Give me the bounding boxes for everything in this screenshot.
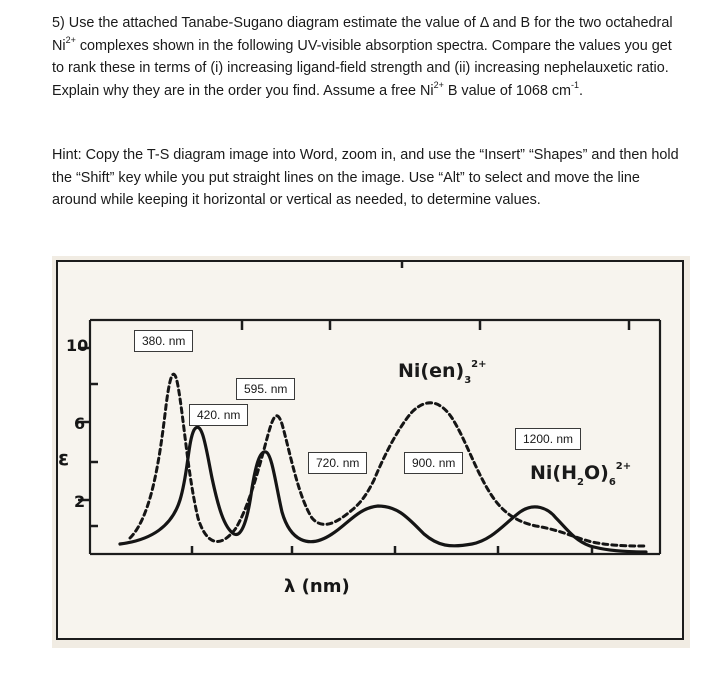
peak-label-900: 900. nm <box>404 452 463 474</box>
complex-label-ni-h2o6: $Ni(H_2O)_6^{2+}$ <box>530 461 632 488</box>
peak-label-380: 380. nm <box>134 330 193 352</box>
peak-label-720: 720. nm <box>308 452 367 474</box>
peak-label-595: 595. nm <box>236 378 295 400</box>
y-tick-2: 2 <box>74 492 86 511</box>
peak-label-1200: 1200. nm <box>515 428 581 450</box>
uv-vis-spectrum-figure <box>52 256 690 648</box>
y-tick-6: 6 <box>74 414 86 433</box>
spectrum-plot <box>52 256 690 648</box>
hint-paragraph: Hint: Copy the T-S diagram image into Word, zoom in, and use the “Insert” “Shapes” and then hold the “Shift” key while you put straight lines on the image. Use “Alt” to select and move the line around while keeping it horizontal or vertical as needed, to determine values. <box>52 147 679 208</box>
y-tick-10: 10 <box>66 336 89 355</box>
question-number: 5) <box>52 15 65 31</box>
question-paragraph: 5) Use the attached Tanabe-Sugano diagram estimate the value of Δ and B for the two octahedral $Ni^{2+}$ complexes shown in the following UV-visible absorption spectra. Compare the values you get to rank these in terms of (i) increasing ligand-field strength and (ii) increasing nephelauxetic ratio. Explain why they are in the order you find. Assume a free $Ni^{2+}$ B value of 1068 $cm^{-1}$. <box>52 15 673 99</box>
complex-label-ni-en3: $Ni(en)_3^{2+}$ <box>398 359 487 386</box>
x-axis-label: λ (nm) <box>284 576 350 597</box>
y-axis-epsilon: ε <box>58 446 70 470</box>
peak-label-420: 420. nm <box>189 404 248 426</box>
